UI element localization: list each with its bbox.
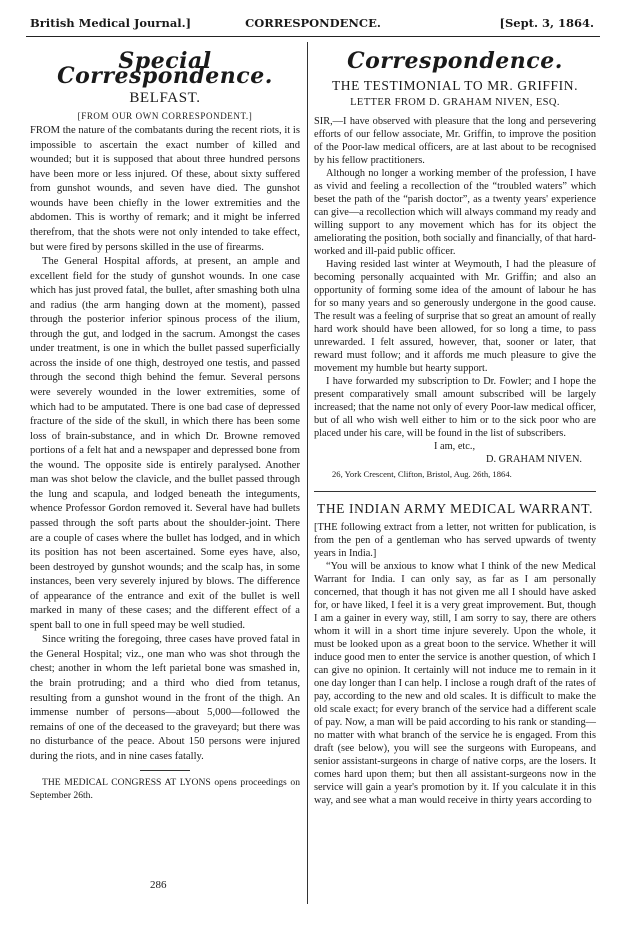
lyons-congress-note: THE MEDICAL CONGRESS AT LYONS opens proceedings on September 26th. bbox=[30, 777, 300, 801]
column-divider bbox=[307, 42, 308, 904]
correspondence-title: Correspondence. bbox=[347, 48, 563, 74]
section-heading: CORRESPONDENCE. bbox=[245, 16, 381, 30]
belfast-paragraph: Since writing the foregoing, three cases have proved fatal in the General Hospital; viz., one man who was shot through the chest; another in whom the left parietal bone was smashed in, the brain protruding; and a third who died from tetanus, resulting from a gunshot wound in the front of the thigh. An immense number of persons—about 5,000—followed the remains of one of the deceased to the graveyard; but there was no disturbance of the peace. About 150 persons were injured during the riots, and in nine cases fatally. bbox=[30, 634, 300, 762]
griffin-letter-byline: LETTER FROM D. GRAHAM NIVEN, ESQ. bbox=[350, 97, 560, 109]
belfast-title: BELFAST. bbox=[129, 90, 201, 107]
left-column bbox=[30, 40, 300, 802]
warrant-paragraph: [THE following extract from a letter, not written for publication, is from the pen of a gentleman who has served upwards of twenty years in India.] bbox=[314, 522, 596, 560]
header-rule bbox=[26, 36, 600, 37]
belfast-paragraph: FROM the nature of the combatants during the recent riots, it is impossible to ascertain the exact number of killed and wounded; but it is supposed that about three hundred persons have been more or less injured. Of these, about sixty suffered from gunshot wounds, and seven have died. The gunshot wounds have been chiefly in the lower extremities and the abdomen. This is worthy of remark; and it might be inferred therefrom, that the shots were not only intended to take effect, but were fired by persons skilled in the use of firearms. bbox=[30, 125, 300, 253]
griffin-letter-paragraph: I have forwarded my subscription to Dr. Fowler; and I hope the present comparatively small amount subscribed will be largely increased; that the name not only of every Poor-law medical officer, but of all who wish well either to him or to the sick poor who are placed under his care, will be found in the list of subscribers. bbox=[314, 375, 596, 439]
belfast-byline: [FROM OUR OWN CORRESPONDENT.] bbox=[77, 110, 253, 121]
griffin-letter-paragraph: Although no longer a working member of the profession, I have as vivid and feeling a recollection of the “troubled waters” which beset the path of the “parish doctor”, as a twenty years' experience can give—a recollection which will always command my ready and willing support to any movement which has for its object the ameliorating the position, both socially and financially, of that hard-worked and ill-paid public officer. bbox=[314, 167, 596, 257]
running-header bbox=[26, 12, 600, 34]
warrant-paragraph: “You will be anxious to know what I think of the new Medical Warrant for India. I can only say, as far as I am personally concerned, that though it has not given me all I should have asked for, or have liked, I feel it is a very great improvement. But, though I am a gainer in every way, still, I am sorry to say, there are others whom it will in a short time injure severely. Upon the whole, it must be looked upon as a great boon to the service. Whether it will induce good men to enter the service is another question, of which I can give no opinion. It certainly will not induce me to remain in it one day longer than I can help. I inclose a rough draft of the rates of pay, according to the new and old scales. It is difficult to make the old scale exact; for every branch of the service had a different scale of pay. Now, a man will be paid according to his rank or standing—no matter with what branch of the service he is engaged. From this draft (see below), you will see the surgeons with Europeans, and senior assistant-surgeons in charge of native corps, are the losers. It comes hard upon them; but then all assistant-surgeons now in the service will gain a year's promotion by it. If you calculate it in this way, and see what a man would receive in thirty years according to bbox=[314, 561, 596, 807]
letter-address: 26, York Crescent, Clifton, Bristol, Aug. 26th, 1864. bbox=[332, 468, 512, 479]
special-correspondence-title: Special Correspondence. bbox=[57, 48, 273, 89]
griffin-letter-title: THE TESTIMONIAL TO MR. GRIFFIN. bbox=[331, 77, 579, 93]
letter-signature: D. GRAHAM NIVEN. bbox=[486, 453, 582, 465]
letter-rule bbox=[314, 491, 596, 492]
belfast-paragraph: The General Hospital affords, at present, an ample and excellent field for the study of gunshot wounds. In one case which has just proved fatal, the bullet, after smashing both ulna and radius (the arm hanging down at the moment), passed through the posterior inferior spinous process of the ilium, through the gut, and lodged in the sacrum. Amongst the cases under treatment, is one in which the bullet passed superficially across the inside of one thigh, destroyed one testis, and passed through the second thigh behind the femur. Several persons were severely wounded in the lower extremities, some of which had to be amputated. There is one bad case of depressed fracture of the side of the skull, in which there has been some loss of brain-substance, and in which Dr. Browne removed portions of a felt hat and a newspaper and depressed bone from the wound. The opposite side is entirely paralysed. Another man was shot below the clavicle, and the bullet passed through the lung and scapula, and lodged beneath the integuments, whence Professor Gordon removed it. Several have had bullets passed through the soft parts about the shoulder-joint. There are a couple of cases where the bullet has lodged, and in which its position has not been ascertained. Some eyes have, also, been destroyed by gunshot wounds; and the scalp has, in some instances, been very severely injured by blows. The difference of appearance of the entrance and exit of the bullet is well marked in many of these cases; and the different effect of a spent ball to one in full speed may be well studied. bbox=[30, 256, 300, 631]
griffin-letter-paragraph: Having resided last winter at Weymouth, I had the pleasure of becoming personally acquainted with Mr. Griffin; and also an opportunity of forming some idea of the amount of labour he has for so many years and so generously undergone in the good cause. The result was a feeling of surprise that so great an amount of really hard work should have been allowed, for so long a time, to pass unrewarded. I felt assured, however, that, sooner or later, that reward must follow; and it affords me much pleasure to give the movement my humble but hearty support. bbox=[314, 258, 596, 374]
page-number: 286 bbox=[150, 879, 167, 891]
section-rule bbox=[140, 770, 190, 771]
griffin-letter-paragraph: SIR,—I have observed with pleasure that the long and persevering efforts of our fellow associate, Mr. Griffin, to improve the position of the Poor-law medical officers, are at last about to be recognised by his fellow practitioners. bbox=[314, 115, 596, 166]
right-column bbox=[314, 40, 596, 807]
issue-date: [Sept. 3, 1864. bbox=[499, 16, 594, 30]
journal-name: British Medical Journal.] bbox=[30, 16, 192, 30]
warrant-title: THE INDIAN ARMY MEDICAL WARRANT. bbox=[316, 500, 594, 516]
letter-closing: I am, etc., bbox=[434, 440, 476, 452]
